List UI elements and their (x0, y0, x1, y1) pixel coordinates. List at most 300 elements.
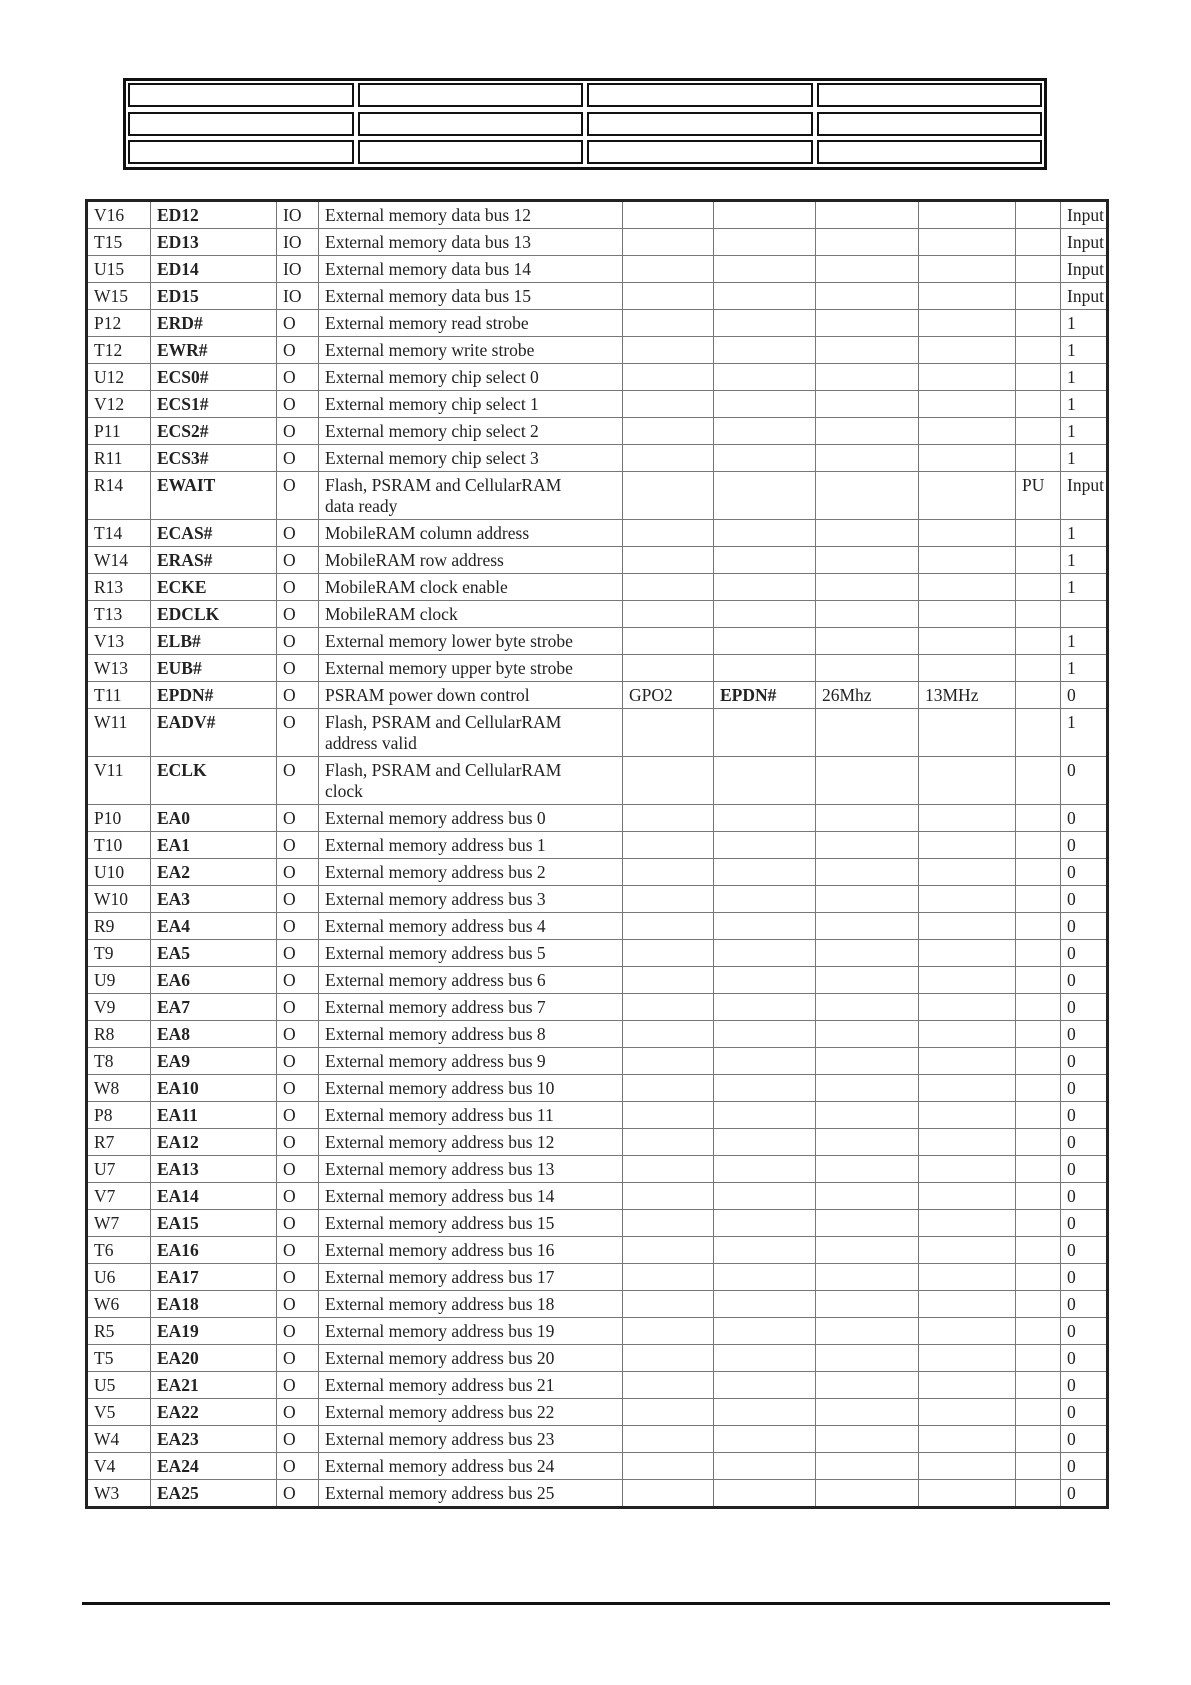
condition2-cell (919, 445, 1016, 472)
alt-function-cell (623, 832, 714, 859)
io-type-cell-text: O (283, 340, 296, 360)
description-cell-line2: clock (325, 781, 363, 801)
table-row (87, 1183, 1108, 1210)
signal-name-cell (151, 682, 277, 709)
io-type-cell-text: O (283, 1456, 296, 1476)
default-state-cell-text: 0 (1067, 835, 1076, 855)
alt-signal-cell (714, 1102, 816, 1129)
alt-function-cell (623, 1318, 714, 1345)
io-type-cell (277, 574, 319, 601)
default-state-cell-text: Input (1067, 286, 1104, 306)
description-cell (319, 547, 623, 574)
condition1-cell (816, 967, 919, 994)
condition1-cell (816, 364, 919, 391)
pin-cell (87, 201, 151, 229)
description-cell (319, 445, 623, 472)
description-cell (319, 655, 623, 682)
description-cell-text: External memory address bus 13 (325, 1159, 555, 1179)
description-cell-text: External memory chip select 1 (325, 394, 539, 414)
default-state-cell (1061, 574, 1108, 601)
io-type-cell-text: O (283, 1240, 296, 1260)
alt-signal-cell (714, 201, 816, 229)
description-cell-text: MobileRAM clock (325, 604, 458, 624)
description-cell-text: External memory chip select 0 (325, 367, 539, 387)
table-row (87, 601, 1108, 628)
description-cell (319, 1183, 623, 1210)
alt-function-cell (623, 547, 714, 574)
io-type-cell-text: O (283, 1375, 296, 1395)
pin-cell (87, 1372, 151, 1399)
header-grid (123, 78, 1047, 170)
pin-cell (87, 1237, 151, 1264)
alt-function-cell (623, 940, 714, 967)
condition1-cell (816, 337, 919, 364)
alt-function-cell (623, 1345, 714, 1372)
header-grid-cell (587, 112, 813, 136)
alt-signal-cell (714, 1318, 816, 1345)
description-cell-text: External memory data bus 13 (325, 232, 532, 252)
default-state-cell-text: 0 (1067, 1132, 1076, 1152)
signal-name-cell (151, 391, 277, 418)
alt-function-cell (623, 601, 714, 628)
default-state-cell-text: 0 (1067, 685, 1076, 705)
default-state-cell (1061, 859, 1108, 886)
condition2-cell (919, 1318, 1016, 1345)
default-state-cell (1061, 1021, 1108, 1048)
condition2-cell-text: 13MHz (925, 685, 979, 705)
io-type-cell (277, 940, 319, 967)
alt-signal-cell (714, 682, 816, 709)
signal-name-cell (151, 547, 277, 574)
alt-signal-cell (714, 709, 816, 757)
footer-rule (82, 1602, 1110, 1605)
pin-cell (87, 709, 151, 757)
io-type-cell-text: O (283, 862, 296, 882)
io-type-cell (277, 445, 319, 472)
default-state-cell (1061, 1426, 1108, 1453)
condition1-cell (816, 1021, 919, 1048)
alt-signal-cell (714, 1048, 816, 1075)
condition1-cell (816, 682, 919, 709)
signal-name-cell (151, 859, 277, 886)
condition2-cell (919, 1156, 1016, 1183)
signal-name-cell-text: EA4 (157, 916, 191, 936)
condition2-cell (919, 886, 1016, 913)
alt-function-cell (623, 709, 714, 757)
condition1-cell (816, 1291, 919, 1318)
signal-name-cell-text: EWAIT (157, 475, 216, 495)
header-grid-cell (817, 83, 1043, 107)
alt-function-cell (623, 1372, 714, 1399)
condition2-cell (919, 1345, 1016, 1372)
description-cell-text: External memory read strobe (325, 313, 529, 333)
condition2-cell (919, 1237, 1016, 1264)
condition1-cell (816, 1156, 919, 1183)
description-cell-text: External memory chip select 3 (325, 448, 539, 468)
pin-cell-text: U12 (94, 367, 125, 387)
alt-function-cell (623, 1075, 714, 1102)
io-type-cell (277, 418, 319, 445)
alt-signal-cell (714, 283, 816, 310)
io-type-cell (277, 283, 319, 310)
pull-cell (1016, 1102, 1061, 1129)
description-cell-text: External memory address bus 1 (325, 835, 546, 855)
description-cell (319, 201, 623, 229)
default-state-cell-text: Input (1067, 475, 1104, 495)
pull-cell (1016, 337, 1061, 364)
default-state-cell (1061, 337, 1108, 364)
signal-name-cell (151, 994, 277, 1021)
signal-name-cell-text: EA6 (157, 970, 191, 990)
io-type-cell-text: O (283, 421, 296, 441)
table-row (87, 520, 1108, 547)
io-type-cell (277, 256, 319, 283)
condition2-cell (919, 547, 1016, 574)
pull-cell (1016, 256, 1061, 283)
io-type-cell (277, 709, 319, 757)
alt-signal-cell (714, 913, 816, 940)
default-state-cell (1061, 1156, 1108, 1183)
condition2-cell (919, 1453, 1016, 1480)
alt-function-cell (623, 1156, 714, 1183)
condition2-cell (919, 709, 1016, 757)
io-type-cell (277, 472, 319, 520)
alt-function-cell (623, 805, 714, 832)
pull-cell (1016, 859, 1061, 886)
default-state-cell-text: 1 (1067, 313, 1076, 333)
default-state-cell (1061, 1210, 1108, 1237)
pin-cell-text: W15 (94, 286, 129, 306)
signal-name-cell-text: ELB# (157, 631, 201, 651)
description-cell (319, 310, 623, 337)
io-type-cell (277, 1372, 319, 1399)
description-cell (319, 337, 623, 364)
description-cell-text: External memory address bus 5 (325, 943, 546, 963)
default-state-cell (1061, 1372, 1108, 1399)
description-cell-text: MobileRAM column address (325, 523, 530, 543)
condition1-cell (816, 1129, 919, 1156)
description-cell-text: External memory data bus 15 (325, 286, 532, 306)
pull-cell (1016, 520, 1061, 547)
description-cell (319, 472, 623, 520)
signal-name-cell (151, 229, 277, 256)
signal-name-cell-text: EA24 (157, 1456, 199, 1476)
default-state-cell (1061, 1129, 1108, 1156)
default-state-cell (1061, 805, 1108, 832)
pin-cell (87, 391, 151, 418)
alt-function-cell (623, 1237, 714, 1264)
description-cell-text: External memory address bus 11 (325, 1105, 554, 1125)
pin-cell-text: W11 (94, 712, 128, 732)
signal-name-cell-text: EA12 (157, 1132, 199, 1152)
signal-name-cell (151, 418, 277, 445)
io-type-cell-text: O (283, 1105, 296, 1125)
io-type-cell (277, 832, 319, 859)
condition2-cell (919, 574, 1016, 601)
alt-signal-cell-text: EPDN# (720, 685, 777, 705)
default-state-cell-text: 1 (1067, 550, 1076, 570)
signal-name-cell (151, 445, 277, 472)
pin-cell (87, 757, 151, 805)
condition2-cell (919, 1399, 1016, 1426)
description-cell-text: External memory address bus 15 (325, 1213, 555, 1233)
header-grid-cell (128, 140, 354, 164)
default-state-cell (1061, 1399, 1108, 1426)
default-state-cell (1061, 655, 1108, 682)
pin-cell-text: T15 (94, 232, 123, 252)
condition2-cell (919, 1480, 1016, 1508)
condition1-cell (816, 1372, 919, 1399)
io-type-cell (277, 364, 319, 391)
signal-name-cell-text: ECKE (157, 577, 207, 597)
io-type-cell-text: O (283, 448, 296, 468)
default-state-cell-text: 0 (1067, 808, 1076, 828)
description-cell (319, 859, 623, 886)
condition2-cell (919, 418, 1016, 445)
pull-cell (1016, 1183, 1061, 1210)
signal-name-cell-text: EA3 (157, 889, 191, 909)
alt-signal-cell (714, 1345, 816, 1372)
condition1-cell (816, 601, 919, 628)
signal-name-cell (151, 1399, 277, 1426)
pull-cell (1016, 628, 1061, 655)
alt-signal-cell (714, 1291, 816, 1318)
pin-cell (87, 1291, 151, 1318)
condition2-cell (919, 1183, 1016, 1210)
default-state-cell (1061, 1237, 1108, 1264)
default-state-cell-text: 1 (1067, 448, 1076, 468)
table-row (87, 472, 1108, 520)
pin-cell (87, 859, 151, 886)
alt-signal-cell (714, 364, 816, 391)
io-type-cell-text: O (283, 1078, 296, 1098)
pull-cell (1016, 940, 1061, 967)
signal-name-cell-text: ERAS# (157, 550, 213, 570)
default-state-cell (1061, 520, 1108, 547)
signal-name-cell (151, 709, 277, 757)
pin-cell (87, 418, 151, 445)
alt-signal-cell (714, 1183, 816, 1210)
pin-cell-text: W3 (94, 1483, 120, 1503)
alt-function-cell (623, 886, 714, 913)
io-type-cell-text: O (283, 1429, 296, 1449)
pull-cell (1016, 1372, 1061, 1399)
io-type-cell (277, 1048, 319, 1075)
condition2-cell (919, 229, 1016, 256)
signal-name-cell (151, 1345, 277, 1372)
table-row (87, 886, 1108, 913)
condition1-cell (816, 520, 919, 547)
pull-cell (1016, 709, 1061, 757)
description-cell (319, 805, 623, 832)
pull-cell (1016, 472, 1061, 520)
pull-cell (1016, 418, 1061, 445)
default-state-cell-text: 0 (1067, 1294, 1076, 1314)
signal-name-cell (151, 1426, 277, 1453)
pull-cell (1016, 967, 1061, 994)
pull-cell (1016, 547, 1061, 574)
signal-name-cell (151, 1021, 277, 1048)
io-type-cell (277, 1399, 319, 1426)
description-cell (319, 1291, 623, 1318)
io-type-cell (277, 994, 319, 1021)
alt-signal-cell (714, 337, 816, 364)
pull-cell (1016, 1264, 1061, 1291)
table-row (87, 1237, 1108, 1264)
pull-cell (1016, 445, 1061, 472)
default-state-cell (1061, 445, 1108, 472)
pull-cell (1016, 1210, 1061, 1237)
table-row (87, 1345, 1108, 1372)
signal-name-cell-text: ERD# (157, 313, 203, 333)
pin-cell-text: R13 (94, 577, 124, 597)
default-state-cell (1061, 1345, 1108, 1372)
io-type-cell (277, 655, 319, 682)
pin-cell (87, 229, 151, 256)
alt-signal-cell (714, 1372, 816, 1399)
default-state-cell (1061, 832, 1108, 859)
description-cell-text: Flash, PSRAM and CellularRAM (325, 760, 562, 780)
alt-function-cell (623, 1426, 714, 1453)
pull-cell (1016, 1318, 1061, 1345)
signal-name-cell (151, 1318, 277, 1345)
io-type-cell (277, 886, 319, 913)
condition1-cell (816, 1183, 919, 1210)
io-type-cell (277, 1210, 319, 1237)
signal-name-cell (151, 1237, 277, 1264)
header-grid-cell (587, 83, 813, 107)
alt-function-cell (623, 229, 714, 256)
pin-cell-text: P12 (94, 313, 122, 333)
signal-name-cell (151, 1048, 277, 1075)
pin-cell (87, 913, 151, 940)
io-type-cell-text: O (283, 970, 296, 990)
alt-function-cell (623, 364, 714, 391)
alt-signal-cell (714, 574, 816, 601)
pin-cell (87, 1156, 151, 1183)
description-cell-text: External memory lower byte strobe (325, 631, 573, 651)
io-type-cell (277, 1453, 319, 1480)
pin-cell-text: U7 (94, 1159, 116, 1179)
description-cell-text: External memory address bus 20 (325, 1348, 555, 1368)
condition2-cell (919, 1210, 1016, 1237)
signal-name-cell (151, 886, 277, 913)
io-type-cell (277, 1102, 319, 1129)
table-row (87, 655, 1108, 682)
pin-cell (87, 1102, 151, 1129)
table-row (87, 547, 1108, 574)
description-cell (319, 1048, 623, 1075)
default-state-cell-text: 1 (1067, 631, 1076, 651)
alt-function-cell (623, 574, 714, 601)
description-cell (319, 913, 623, 940)
alt-function-cell (623, 1129, 714, 1156)
default-state-cell (1061, 201, 1108, 229)
condition2-cell (919, 655, 1016, 682)
alt-function-cell (623, 520, 714, 547)
alt-signal-cell (714, 391, 816, 418)
signal-name-cell-text: EA0 (157, 808, 191, 828)
description-cell (319, 940, 623, 967)
pin-cell-text: R14 (94, 475, 124, 495)
io-type-cell (277, 547, 319, 574)
pin-cell-text: T9 (94, 943, 114, 963)
header-grid-cell (358, 140, 584, 164)
table-row (87, 201, 1108, 229)
condition1-cell (816, 913, 919, 940)
condition1-cell (816, 1075, 919, 1102)
pin-cell-text: T5 (94, 1348, 114, 1368)
header-grid-cell (358, 83, 584, 107)
signal-name-cell (151, 256, 277, 283)
default-state-cell (1061, 1048, 1108, 1075)
table-row (87, 1372, 1108, 1399)
table-row (87, 1426, 1108, 1453)
signal-name-cell (151, 967, 277, 994)
alt-signal-cell (714, 1156, 816, 1183)
condition2-cell (919, 364, 1016, 391)
pull-cell (1016, 574, 1061, 601)
default-state-cell-text: Input (1067, 259, 1104, 279)
io-type-cell-text: O (283, 1132, 296, 1152)
default-state-cell (1061, 1318, 1108, 1345)
description-cell-text: External memory address bus 10 (325, 1078, 555, 1098)
signal-name-cell (151, 1129, 277, 1156)
table-row (87, 445, 1108, 472)
alt-function-cell (623, 391, 714, 418)
table-row (87, 418, 1108, 445)
table-row (87, 994, 1108, 1021)
pull-cell (1016, 1237, 1061, 1264)
io-type-cell (277, 337, 319, 364)
pin-cell-text: R7 (94, 1132, 115, 1152)
io-type-cell (277, 201, 319, 229)
alt-signal-cell (714, 805, 816, 832)
io-type-cell (277, 1318, 319, 1345)
io-type-cell-text: O (283, 1402, 296, 1422)
signal-name-cell-text: EA7 (157, 997, 191, 1017)
alt-function-cell (623, 859, 714, 886)
condition2-cell (919, 1291, 1016, 1318)
pin-cell-text: W8 (94, 1078, 120, 1098)
alt-function-cell (623, 655, 714, 682)
description-cell-text: External memory address bus 0 (325, 808, 546, 828)
default-state-cell-text: 1 (1067, 712, 1076, 732)
description-cell-text: External memory address bus 25 (325, 1483, 555, 1503)
description-cell (319, 967, 623, 994)
pin-cell (87, 601, 151, 628)
io-type-cell (277, 757, 319, 805)
alt-signal-cell (714, 472, 816, 520)
condition1-cell (816, 201, 919, 229)
signal-name-cell-text: ED12 (157, 205, 199, 225)
condition1-cell (816, 256, 919, 283)
alt-signal-cell (714, 310, 816, 337)
condition1-cell (816, 1480, 919, 1508)
alt-function-cell (623, 1291, 714, 1318)
pin-cell (87, 337, 151, 364)
table-row (87, 1156, 1108, 1183)
pin-cell-text: W7 (94, 1213, 120, 1233)
default-state-cell-text: 0 (1067, 862, 1076, 882)
io-type-cell-text: O (283, 367, 296, 387)
default-state-cell (1061, 547, 1108, 574)
description-cell (319, 418, 623, 445)
pin-cell (87, 1048, 151, 1075)
description-cell-text: External memory write strobe (325, 340, 535, 360)
io-type-cell (277, 913, 319, 940)
io-type-cell (277, 1237, 319, 1264)
